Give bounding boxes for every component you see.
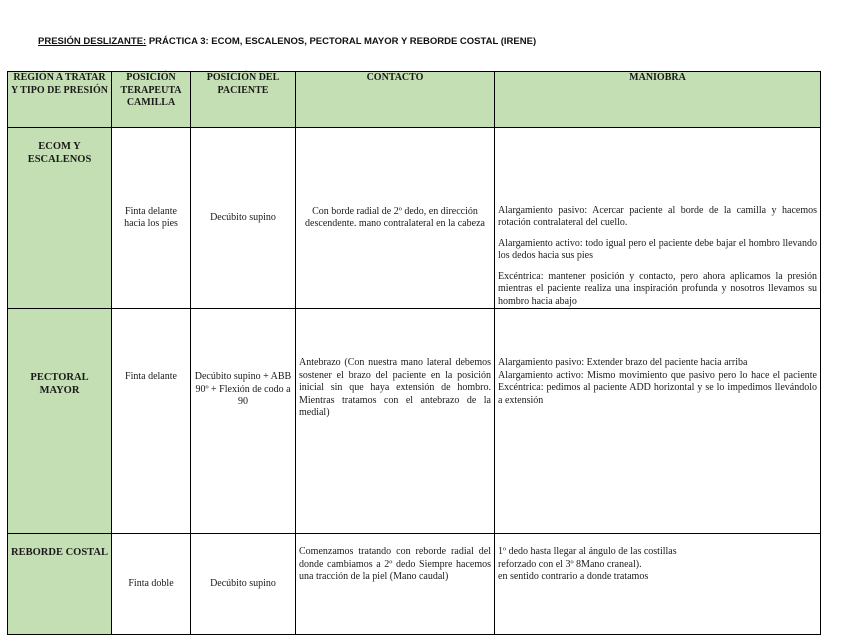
header-contacto: CONTACTO — [296, 72, 495, 128]
header-region: REGIÓN A TRATAR Y TIPO DE PRESIÓN — [8, 72, 112, 128]
table-row — [8, 534, 821, 635]
contacto-cell: Comenzamos tratando con reborde radial del donde cambiamos a 2º dedo Siempre hacemos una tracción de la piel (Mano caudal) — [296, 534, 495, 635]
contacto-cell: Con borde radial de 2º dedo, en dirección descendente. mano contralateral en la cabeza — [296, 128, 495, 309]
maniobra-line: Alargamiento pasivo: Extender brazo del paciente hacia arriba — [498, 357, 748, 368]
paciente-cell: Decúbito supino — [191, 534, 296, 635]
maniobra-line: 1º dedo hasta llegar al ángulo de las costillas — [498, 546, 677, 557]
maniobra-cell — [495, 309, 821, 534]
maniobra-line: reforzado con el 3º 8Mano craneal). — [498, 558, 642, 570]
terapeuta-cell: Finta doble — [112, 534, 191, 635]
header-paciente: POSICIÓN DEL PACIENTE — [191, 72, 296, 128]
paciente-cell: Decúbito supino + ABB 90º + Flexión de codo a 90 — [191, 309, 296, 534]
table-header-row — [8, 72, 821, 128]
region-cell: ECOM Y ESCALENOS — [8, 128, 112, 309]
header-terapeuta: POSICIÓN TERAPEUTA CAMILLA — [112, 72, 191, 128]
maniobra-line: en sentido contrario a donde tratamos — [498, 571, 649, 582]
region-cell: PECTORAL MAYOR — [8, 309, 112, 534]
terapeuta-cell: Finta delante — [112, 309, 191, 534]
title-text: PRÁCTICA 3: ECOM, ESCALENOS, PECTORAL MAYOR Y REBORDE COSTAL (IRENE) — [146, 36, 537, 47]
technique-table — [7, 71, 821, 635]
maniobra-paragraph: Excéntrica: mantener posición y contacto, pero ahora aplicamos la presión mientras el paciente realiza una inspiración profunda y nosotros llevamos su hombro hacia abajo — [498, 270, 817, 307]
maniobra-paragraph: Alargamiento activo: todo igual pero el paciente debe bajar el hombro llevando los dedos hacia sus pies — [498, 237, 817, 261]
paciente-cell: Decúbito supino — [191, 128, 296, 309]
table-row — [8, 309, 821, 534]
region-cell: REBORDE COSTAL — [8, 534, 112, 635]
table-row — [8, 128, 821, 309]
maniobra-cell — [495, 128, 821, 309]
maniobra-paragraph: Alargamiento pasivo: Acercar paciente al borde de la camilla y hacemos rotación contralateral del cuello. — [498, 204, 817, 228]
title-prefix: PRESIÓN DESLIZANTE: — [38, 36, 147, 47]
header-maniobra: MANIOBRA — [495, 72, 821, 128]
document-title — [38, 36, 536, 47]
terapeuta-cell: Finta delante hacia los pies — [112, 128, 191, 309]
contacto-cell: Antebrazo (Con nuestra mano lateral debemos sostener el brazo del paciente en la posición inicial sin que haya extensión de hombro. Mientras tratamos con el antebrazo de la medial) — [296, 309, 495, 534]
maniobra-cell — [495, 534, 821, 635]
maniobra-line: Alargamiento activo: Mismo movimiento que pasivo pero lo hace el paciente Excéntrica: pedimos al paciente ADD horizontal y se lo impedimos llevándolo a extensión — [498, 369, 817, 406]
